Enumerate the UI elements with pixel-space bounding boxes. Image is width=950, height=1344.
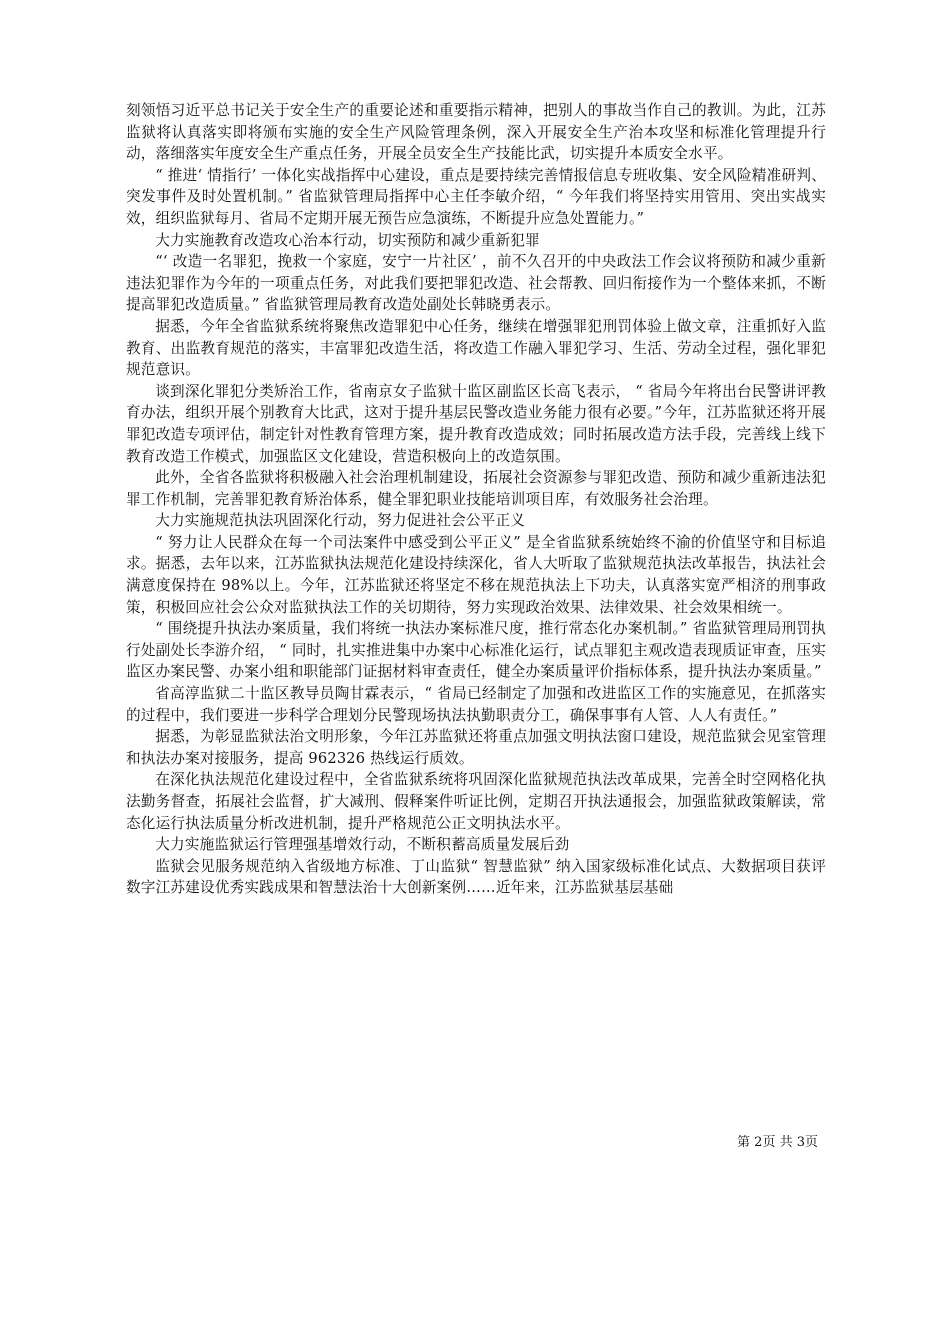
- document-body: [126, 100, 826, 899]
- section-heading: 大力实施监狱运行管理强基增效行动，不断积蓄高质量发展后劲: [155, 836, 570, 854]
- body-paragraph: 在深化执法规范化建设过程中，全省监狱系统将巩固深化监狱规范执法改革成果，完善全时空网格化执法勤务督查，拓展社会监督，扩大减刑、假释案件听证比例，定期召开执法通报会，加强监狱政策解读，常态化运行执法质量分析改进机制，提升严格规范公正文明执法水平。: [126, 771, 826, 832]
- body-paragraph: “‘ 改造一名罪犯，挽救一个家庭，安宁一片社区’ ，前不久召开的中央政法工作会议将预防和减少重新违法犯罪作为今年的一项重点任务，对此我们要把罪犯改造、社会帮教、回归衔接作为一个整体来抓，不断提高罪犯改造质量。” 省监狱管理局教育改造处副处长韩晓勇表示。: [126, 253, 826, 314]
- body-paragraph: “ 围绕提升执法办案质量，我们将统一执法办案标准尺度，推行常态化办案机制。” 省监狱管理局刑罚执行处副处长李游介绍， “ 同时，扎实推进集中办案中心标准化运行，试点罪犯主观改造表现质证审查，压实监区办案民警、办案小组和职能部门证据材料审查责任，健全办案质量评价指标体系，提升执法办案质量。”: [126, 620, 826, 681]
- body-paragraph: 据悉，今年全省监狱系统将聚焦改造罪犯中心任务，继续在增强罪犯刑罚体验上做文章，注重抓好入监教育、出监教育规范的落实，丰富罪犯改造生活，将改造工作融入罪犯学习、生活、劳动全过程，强化罪犯规范意识。: [126, 317, 826, 379]
- body-paragraph: “ 推进‘ 情指行’ 一体化实战指挥中心建设，重点是要持续完善情报信息专班收集、安全风险精准研判、突发事件及时处置机制。” 省监狱管理局指挥中心主任李敏介绍，“ 今年我们将坚持实用管用、突出实战实效，组织监狱每月、省局不定期开展无预告应急演练，不断提升应急处置能力。”: [126, 166, 826, 227]
- page-number-footer: 第 2页 共 3页: [737, 1135, 818, 1150]
- body-paragraph: 刻领悟习近平总书记关于安全生产的重要论述和重要指示精神，把别人的事故当作自己的教训。为此，江苏监狱将认真落实即将颁布实施的安全生产风险管理条例，深入开展安全生产治本攻坚和标准化管理提升行动，落细落实年度安全生产重点任务，开展全员安全生产技能比武，切实提升本质安全水平。: [126, 102, 826, 163]
- body-paragraph: 谈到深化罪犯分类矫治工作，省南京女子监狱十监区副监区长高飞表示， “ 省局今年将出台民警讲评教育办法，组织开展个别教育大比武，这对于提升基层民警改造业务能力很有必要。”今年，江苏监狱还将开展罪犯改造专项评估，制定针对性教育管理方案，提升教育改造成效；同时拓展改造方法手段，完善线上线下教育改造工作模式，加强监区文化建设，营造积极向上的改造氛围。: [126, 382, 826, 465]
- body-paragraph: “ 努力让人民群众在每一个司法案件中感受到公平正义” 是全省监狱系统始终不渝的价值坚守和目标追求。据悉，去年以来，江苏监狱执法规范化建设持续深化，省人大听取了监狱规范执法改革报告，执法社会满意度保持在 98%以上。今年，江苏监狱还将坚定不移在规范执法上下功夫，认真落实宽严相济的刑事政策，积极回应社会公众对监狱执法工作的关切期待，努力实现政治效果、法律效果、社会效果相统一。: [126, 533, 826, 616]
- body-paragraph: 据悉，为彰显监狱法治文明形象，今年江苏监狱还将重点加强文明执法窗口建设，规范监狱会见室管理和执法办案对接服务，提高 962326 热线运行质效。: [126, 728, 826, 767]
- section-heading: 大力实施规范执法巩固深化行动，努力促进社会公平正义: [155, 512, 526, 530]
- body-paragraph: 省高淳监狱二十监区教导员陶甘霖表示，“ 省局已经制定了加强和改进监区工作的实施意见，在抓落实的过程中，我们要进一步科学合理划分民警现场执法执勤职责分工，确保事事有人管、人人有责任。”: [126, 685, 826, 724]
- body-paragraph: 监狱会见服务规范纳入省级地方标准、丁山监狱“ 智慧监狱” 纳入国家级标准化试点、大数据项目获评数字江苏建设优秀实践成果和智慧法治十大创新案例……近年来，江苏监狱基层基础: [126, 857, 826, 897]
- body-paragraph: 此外，全省各监狱将积极融入社会治理机制建设，拓展社会资源参与罪犯改造、预防和减少重新违法犯罪工作机制，完善罪犯教育矫治体系，健全罪犯职业技能培训项目库，有效服务社会治理。: [126, 469, 826, 508]
- section-heading: 大力实施教育改造攻心治本行动，切实预防和减少重新犯罪: [155, 231, 540, 249]
